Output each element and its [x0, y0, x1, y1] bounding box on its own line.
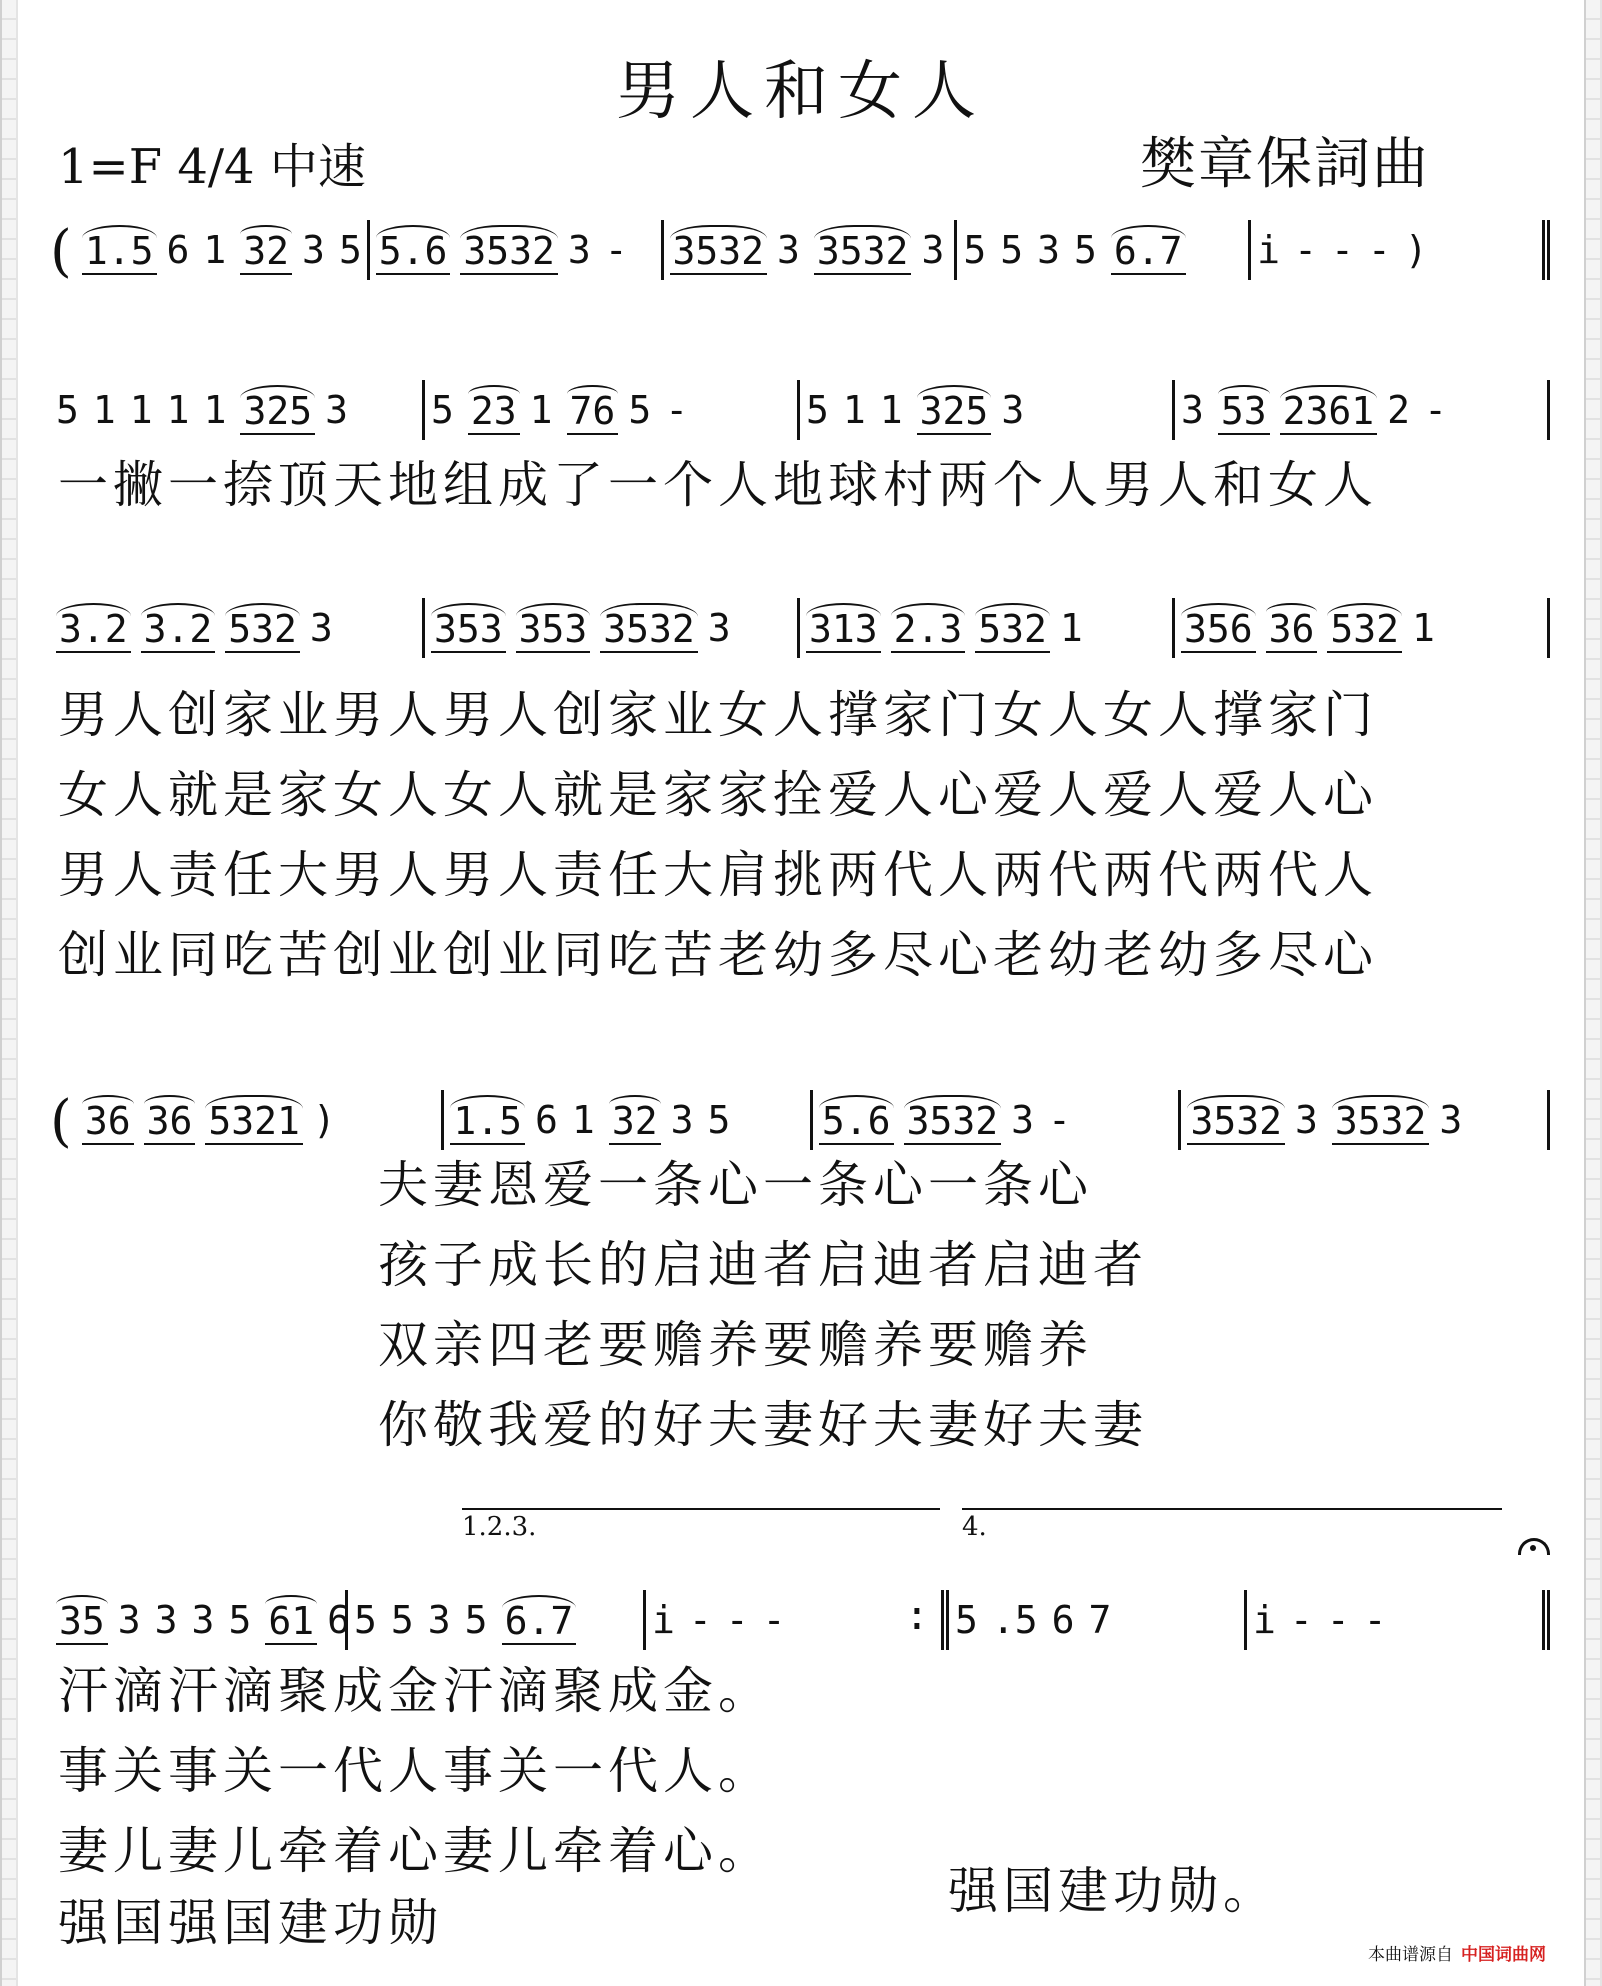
note-group: 53 [1218, 385, 1270, 435]
measure [1175, 598, 1550, 658]
note-group: 5 [431, 388, 454, 432]
note-group: - [1363, 1598, 1387, 1642]
notation-line [50, 350, 1550, 440]
note-group: 1 [879, 388, 903, 432]
measure [76, 1090, 445, 1150]
right-margin-strip [1584, 0, 1602, 1986]
note-group: 6 [1051, 1598, 1075, 1642]
note-group: 3 [154, 1598, 178, 1642]
note-group: 3 [427, 1598, 451, 1642]
measure [813, 1090, 1182, 1150]
note-group: - [1047, 1098, 1071, 1142]
note-group: 35 [56, 1595, 108, 1645]
note-group: 3 [777, 228, 800, 272]
lyrics-line: 你敬我爱的好夫妻好夫妻好夫妻 [378, 1396, 1148, 1454]
measure [50, 1590, 348, 1650]
notation-line [50, 1560, 1550, 1650]
note-group: ) [312, 1098, 336, 1142]
note-group: - [1424, 388, 1447, 432]
song-title: 男人和女人 [616, 55, 986, 129]
volta-first-ending: 1.2.3. [462, 1508, 940, 1542]
note-group: 3 [567, 228, 591, 272]
note-group: 3532 [600, 603, 698, 653]
note-group: i [1257, 228, 1281, 272]
footer-prefix: 本曲谱源自 [1368, 1945, 1453, 1965]
note-group: - [725, 1598, 749, 1642]
note-group: 3532 [904, 1095, 1002, 1145]
measure [957, 220, 1251, 280]
note-group: 325 [240, 385, 315, 435]
note-group: 356 [1181, 603, 1256, 653]
note-group: 532 [1327, 603, 1402, 653]
measure [370, 220, 664, 280]
left-margin-strip [0, 0, 18, 1986]
measure [444, 1090, 813, 1150]
notation-line [50, 190, 1550, 284]
note-group: 1 [129, 388, 153, 432]
note-group: - [1367, 228, 1391, 272]
note-group: 3 [1037, 228, 1061, 272]
author-credit: 樊章保詞曲 [1140, 132, 1430, 197]
note-group: 36 [1266, 603, 1318, 653]
lyrics-line: 汗滴汗滴聚成金汗滴聚成金。 [58, 1662, 773, 1720]
note-group: 3 [309, 606, 333, 650]
notation-row-4 [50, 1060, 1550, 1154]
note-group: 5 [707, 1098, 731, 1142]
note-group: 1 [166, 388, 190, 432]
notation-row-3 [50, 568, 1550, 658]
note-group: 313 [806, 603, 881, 653]
note-group: 1.5 [82, 225, 157, 275]
note-group: 5 [806, 388, 829, 432]
note-group: 6 [535, 1098, 558, 1142]
ending-lyric: 强国建功勋。 [948, 1862, 1278, 1920]
note-group: 3.2 [56, 603, 131, 653]
lyrics-line: 女人就是家女人女人就是家家拴爱人心爱人爱人爱人心 [58, 766, 1378, 824]
note-group: - [688, 1598, 712, 1642]
note-group: 1 [203, 228, 227, 272]
note-group: 5 [464, 1598, 488, 1642]
footer-brand: 中国词曲网 [1461, 1945, 1546, 1965]
note-group: 353 [431, 603, 506, 653]
volta-second-ending: 4. [962, 1508, 1502, 1542]
note-group: 1 [92, 388, 116, 432]
lyrics-line: 创业同吃苦创业创业同吃苦老幼多尽心老幼老幼多尽心 [58, 926, 1378, 984]
measure [800, 380, 1175, 440]
note-group: 3 [1001, 388, 1025, 432]
note-group: - [1294, 228, 1317, 272]
note-group: 76 [567, 385, 619, 435]
measure [1247, 1590, 1550, 1650]
note-group: 5 [390, 1598, 414, 1642]
note-group: 3532 [1187, 1095, 1285, 1145]
note-group: 2.3 [891, 603, 966, 653]
note-group: 6.7 [502, 1595, 577, 1645]
note-group: i [652, 1598, 675, 1642]
note-group: 3532 [814, 225, 912, 275]
note-group: 1.5 [450, 1095, 525, 1145]
note-group: 3 [325, 388, 348, 432]
lyrics-line: 事关事关一代人事关一代人。 [58, 1742, 773, 1800]
note-group: 32 [609, 1095, 661, 1145]
lyrics-line: 强国强国建功勋 [58, 1894, 443, 1952]
note-group: 3 [302, 228, 325, 272]
note-group: 3 [707, 606, 731, 650]
note-group: 5 [354, 1598, 377, 1642]
note-group: 3 [921, 228, 945, 272]
note-group: 5 [963, 228, 987, 272]
open-paren: ( [50, 219, 72, 284]
note-group: 3.2 [141, 603, 216, 653]
note-group: 23 [468, 385, 520, 435]
measure [1175, 380, 1550, 440]
note-group: 532 [225, 603, 300, 653]
note-group: 3 [670, 1098, 694, 1142]
note-group: 1 [203, 388, 227, 432]
measure [646, 1590, 949, 1650]
lyrics-line: 妻儿妻儿牵着心妻儿牵着心。 [58, 1822, 773, 1880]
note-group: 353 [516, 603, 591, 653]
fermata-icon [1518, 1538, 1550, 1555]
notation-row-2 [50, 350, 1550, 440]
note-group: 325 [917, 385, 992, 435]
lyrics-line: 夫妻恩爱一条心一条心一条心 [378, 1156, 1093, 1214]
note-group: ) [1404, 228, 1428, 272]
note-group: 5.6 [376, 225, 451, 275]
lyrics-line: 双亲四老要赡养要赡养要赡养 [378, 1316, 1093, 1374]
note-group: 2361 [1280, 385, 1378, 435]
note-group: 6 [327, 1598, 350, 1642]
measure [949, 1590, 1247, 1650]
note-group: 5 [56, 388, 79, 432]
note-group: 5321 [205, 1095, 303, 1145]
note-group: 2 [1387, 388, 1411, 432]
notation-row-1 [50, 190, 1550, 284]
note-group: 3532 [1332, 1095, 1430, 1145]
notation-row-5 [50, 1560, 1550, 1650]
note-group: 1 [571, 1098, 595, 1142]
measure [425, 598, 800, 658]
measure [664, 220, 958, 280]
note-group: 3 [117, 1598, 141, 1642]
note-group: - [762, 1598, 786, 1642]
measure [50, 598, 425, 658]
note-group: 5.6 [819, 1095, 894, 1145]
note-group: 3 [191, 1598, 215, 1642]
notation-line [50, 568, 1550, 658]
note-group: 5 [955, 1598, 978, 1642]
note-group: 6.7 [1111, 225, 1186, 275]
note-group: 61 [265, 1595, 317, 1645]
lyrics-line: 孩子成长的启迪者启迪者启迪者 [378, 1236, 1148, 1294]
note-group: - [604, 228, 628, 272]
note-group: 1 [1059, 606, 1083, 650]
note-group: 36 [82, 1095, 134, 1145]
open-paren: ( [50, 1089, 72, 1154]
note-group: 3532 [670, 225, 768, 275]
note-group: 3 [1181, 388, 1204, 432]
note-group: 1 [842, 388, 866, 432]
lyrics-line: 一撇一捺顶天地组成了一个人地球村两个人男人和女人 [58, 456, 1378, 514]
note-group: .5 [991, 1598, 1038, 1642]
note-group: 6 [166, 228, 190, 272]
note-group: 3 [1011, 1098, 1034, 1142]
note-group: 36 [144, 1095, 196, 1145]
notation-line [50, 1060, 1550, 1154]
note-group: 5 [628, 388, 652, 432]
note-group: - [1289, 1598, 1313, 1642]
note-group: 5 [1000, 228, 1024, 272]
note-group: 5 [1074, 228, 1097, 272]
measure [76, 220, 370, 280]
note-group: 7 [1088, 1598, 1112, 1642]
note-group: i [1253, 1598, 1276, 1642]
measure [800, 598, 1175, 658]
note-group: - [1330, 228, 1354, 272]
note-group: 1 [1412, 606, 1435, 650]
lyrics-line: 男人创家业男人男人创家业女人撑家门女人女人撑家门 [58, 686, 1378, 744]
measure [1181, 1090, 1550, 1150]
measure [50, 380, 425, 440]
note-group: - [665, 388, 689, 432]
measure [348, 1590, 646, 1650]
note-group: - [1326, 1598, 1350, 1642]
note-group: 3532 [460, 225, 558, 275]
note-group: 532 [975, 603, 1050, 653]
measure [425, 380, 800, 440]
note-group: 1 [529, 388, 553, 432]
measure [1251, 220, 1550, 280]
note-group: 3 [1294, 1098, 1318, 1142]
note-group: 3 [1439, 1098, 1463, 1142]
note-group: 5 [228, 1598, 252, 1642]
source-footer [1368, 1940, 1546, 1965]
note-group: 32 [240, 225, 292, 275]
note-group: 5 [338, 228, 362, 272]
key-signature: 1=F 4/4 中速 [58, 139, 366, 195]
lyrics-line: 男人责任大男人男人责任大肩挑两代人两代两代两代人 [58, 846, 1378, 904]
